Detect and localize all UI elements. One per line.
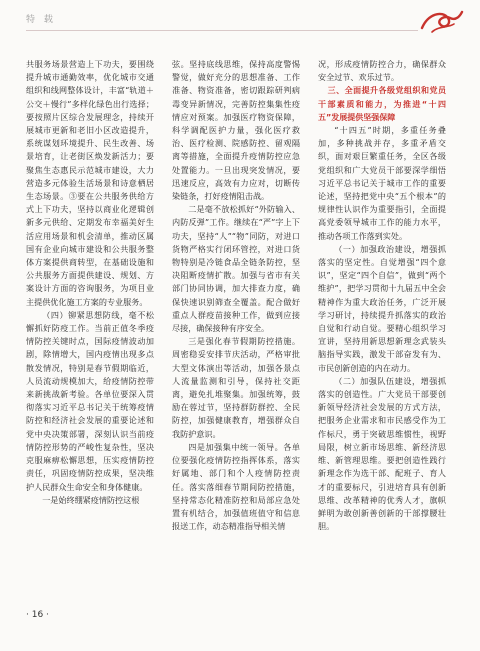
page-header	[0, 0, 480, 42]
header-rule	[26, 30, 418, 31]
paragraph: 四是加强集中统一领导。各单位要强化疫情防控指挥体系，落实好属地、部门和个人疫情防控责任。落实落细春节期间防控措施，坚持常态化精准防控和局部应急处置有机结合，加强值班值守和信息报送工作，动态精准指导相关情	[172, 441, 300, 532]
paragraph: 二是毫不放松抓好“外防输入、内防反弹”工作。继续在“严”字上下功夫，坚持“人”“物”同防，对进口货物严格实行闭环管控，对进口货物特别是冷链食品全链条防控，坚决阻断疫情扩散。加强与省市有关部门协同协调，加大排查力度，确保快速识别筛查全覆盖。配合做好重点人群疫苗接种工作，做到应接尽接，确保接种有序安全。	[172, 204, 300, 334]
page-number: · 16 ·	[26, 610, 49, 620]
red-swirl-icon	[418, 6, 466, 36]
paragraph: 一是始终绷紧疫情防控这根	[42, 494, 140, 505]
section-heading: 三、全面提升各级党组织和党员干部素质和能力，为推进“十四五”发展提供坚强保障	[318, 86, 446, 122]
paragraph: 况，形成疫情防控合力，确保群众安全过节、欢乐过节。	[318, 59, 446, 83]
text-column-1	[26, 58, 154, 507]
paragraph: 弦。坚持底线思维，保持高度警惕警觉，做好充分的思想准备、工作准备、物资准备，密切跟踪研判病毒变异新情况，完善防控集集性疫情应对预案。加强医疗物资保障，科学调配医护力量，强化医疗救治、医疗检测、院感防控、留观隔离等措施，全面提升疫情防控应急处置能力。一旦出现突发情况，要迅速反应，高效有力应对，切断传染链条，打好疫情阻击战。	[172, 59, 300, 202]
text-column-3	[318, 58, 446, 533]
paragraph: “十四五”时期，多重任务叠加，多种挑战并存，多重矛盾交织，面对艰巨繁重任务，全区各级党组织和广大党员干部要深学细悟习近平总书记关于城市工作的重要论述，坚持把党中央“五个根本”的规律性认识作为重要指引，全面提高党委领导城市工作的能力水平，推动各项工作落到实处。	[318, 125, 446, 241]
paragraph: （二）加强队伍建设，增强抓落实的创造性。广大党员干部要创新领导经济社会发展的方式方法，把服务企业需求和市民感受作为工作标尺，勇于突破思维惯性，视野局限，树立新市场思维、新经济思维、新管理思维。要把创造性践行新理念作为选干部、配班子、育人才的重要标尺，引进培育具有创新思维、改革精神的优秀人才，旗帜鲜明为敢创新善创新的干部撑腰壮胆。	[318, 375, 446, 532]
section-label: 特 载	[26, 15, 56, 25]
text-column-2	[172, 58, 300, 533]
paragraph: 共服务场景营造上下功夫，要围绕提升城市通勤效率，优化城市交通组织和线网整体设计，丰富“轨道＋公交＋慢行”多样化绿色出行选择；要按照片区综合发展理念，持续开展城市更新和老旧小区改造提升，系统谋划环境提升、民生改善、场景培育，让老街区焕发新活力；要聚焦生态惠民示范城市建设，大力营造多元体验生活场景和诗意栖居生态场景。③要在公共服务供给方式上下功夫，坚持以商业化逻辑创新多元供给、定期发布幸福美好生活应用场景和机会清单，推动区属国有企业向城市建设和公共服务整体方案提供商转型，在基础设施和公共服务方面提供建设、规划、方案设计方面的咨询服务，为项目业主提供优化施工方案的专业服务。	[26, 59, 154, 307]
paragraph: （四）铆紧思想防线，毫不松懈抓好防疫工作。当前正值冬季疫情防控关键时点，国际疫情波动加剧，除情增大，国内疫情出现多点散发情况，特别是春节假期临近，人员流动规模加大，给疫情防控带来新挑战新考验。各单位要深入贯彻落实习近平总书记关于统筹疫情防控和经济社会发展的重要论述和党中央决策部署，深刻认识当前疫情防控形势的严峻性复杂性，坚决克服麻痹松懈思想，压实疫情防控责任，巩固疫情防控成果，坚决维护人民群众生命安全和身体健康。	[26, 309, 154, 492]
paragraph: （一）加强政治建设，增强抓落实的坚定性。自觉增强“四个意识”，坚定“四个自信”，做到“两个维护”，把学习贯彻十九届五中全会精神作为重大政治任务，广泛开展学习研讨，持续提升抓落实的政治自觉和行动自觉。要精心组织学习宣讲，坚持用新思想新理念武装头脑指导实践，激发干部奋发有为、市民创新创造的内在动力。	[318, 243, 446, 373]
paragraph: 三是强化春节假期防控措施。周密稳妥安排节庆活动，严格审批大型文体演出等活动，加强各景点人流量监测和引导，保持社交距离，避免扎堆聚集。加强统筹，鼓励在蓉过节，坚持群防群控、全民防控，加强健康教育，增强群众自我防护意识。	[172, 336, 300, 439]
